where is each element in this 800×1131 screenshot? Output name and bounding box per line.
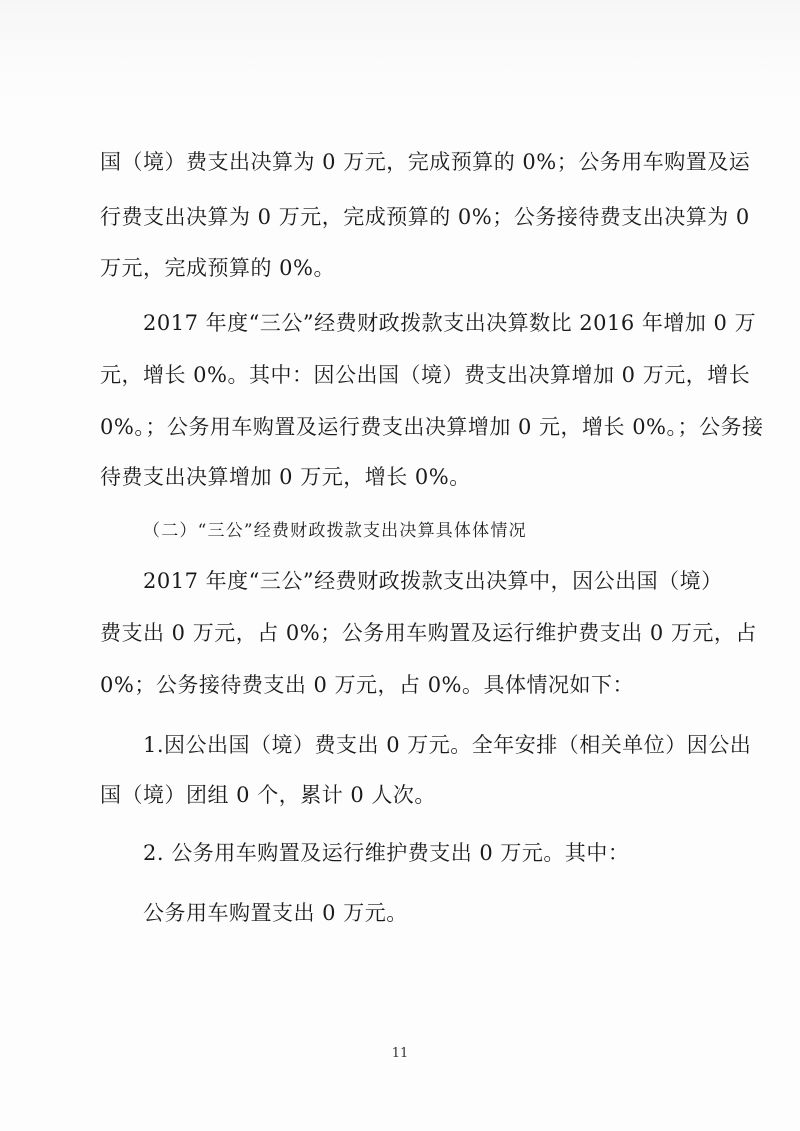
paragraph-line: 0%。；公务用车购置及运行费支出决算增加 0 元，增长 0%。；公务接 [100,415,764,439]
paragraph-line: 行费支出决算为 0 万元，完成预算的 0%；公务接待费支出决算为 0 [100,205,750,229]
paragraph-line: 公务用车购置支出 0 万元。 [143,901,408,925]
paragraph-line: 0%；公务接待费支出 0 万元，占 0%。具体情况如下： [100,673,635,697]
page-number: 11 [391,1046,409,1061]
scan-header-shading [0,0,800,110]
section-heading: （二）“三公”经费财政拨款支出决算具体体情况 [143,521,527,541]
paragraph-line: 国（境）费支出决算为 0 万元，完成预算的 0%；公务用车购置及运 [100,150,751,174]
paragraph-line: 万元，完成预算的 0%。 [100,256,335,280]
paragraph-line: 元，增长 0%。其中：因公出国（境）费支出决算增加 0 万元，增长 [100,363,751,387]
paragraph-line: 2017 年度“三公”经费财政拨款支出决算数比 2016 年增加 0 万 [143,311,757,335]
paragraph-line: 费支出 0 万元，占 0%；公务用车购置及运行维护费支出 0 万元，占 [100,621,757,645]
paragraph-line: 1.因公出国（境）费支出 0 万元。全年安排（相关单位）因公出 [143,733,752,757]
paragraph-line: 待费支出决算增加 0 万元，增长 0%。 [100,465,471,489]
paragraph-line: 2. 公务用车购置及运行维护费支出 0 万元。其中： [143,841,630,865]
paragraph-line: 2017 年度“三公”经费财政拨款支出决算中，因公出国（境） [143,569,723,593]
paragraph-line: 国（境）团组 0 个，累计 0 人次。 [100,783,436,807]
